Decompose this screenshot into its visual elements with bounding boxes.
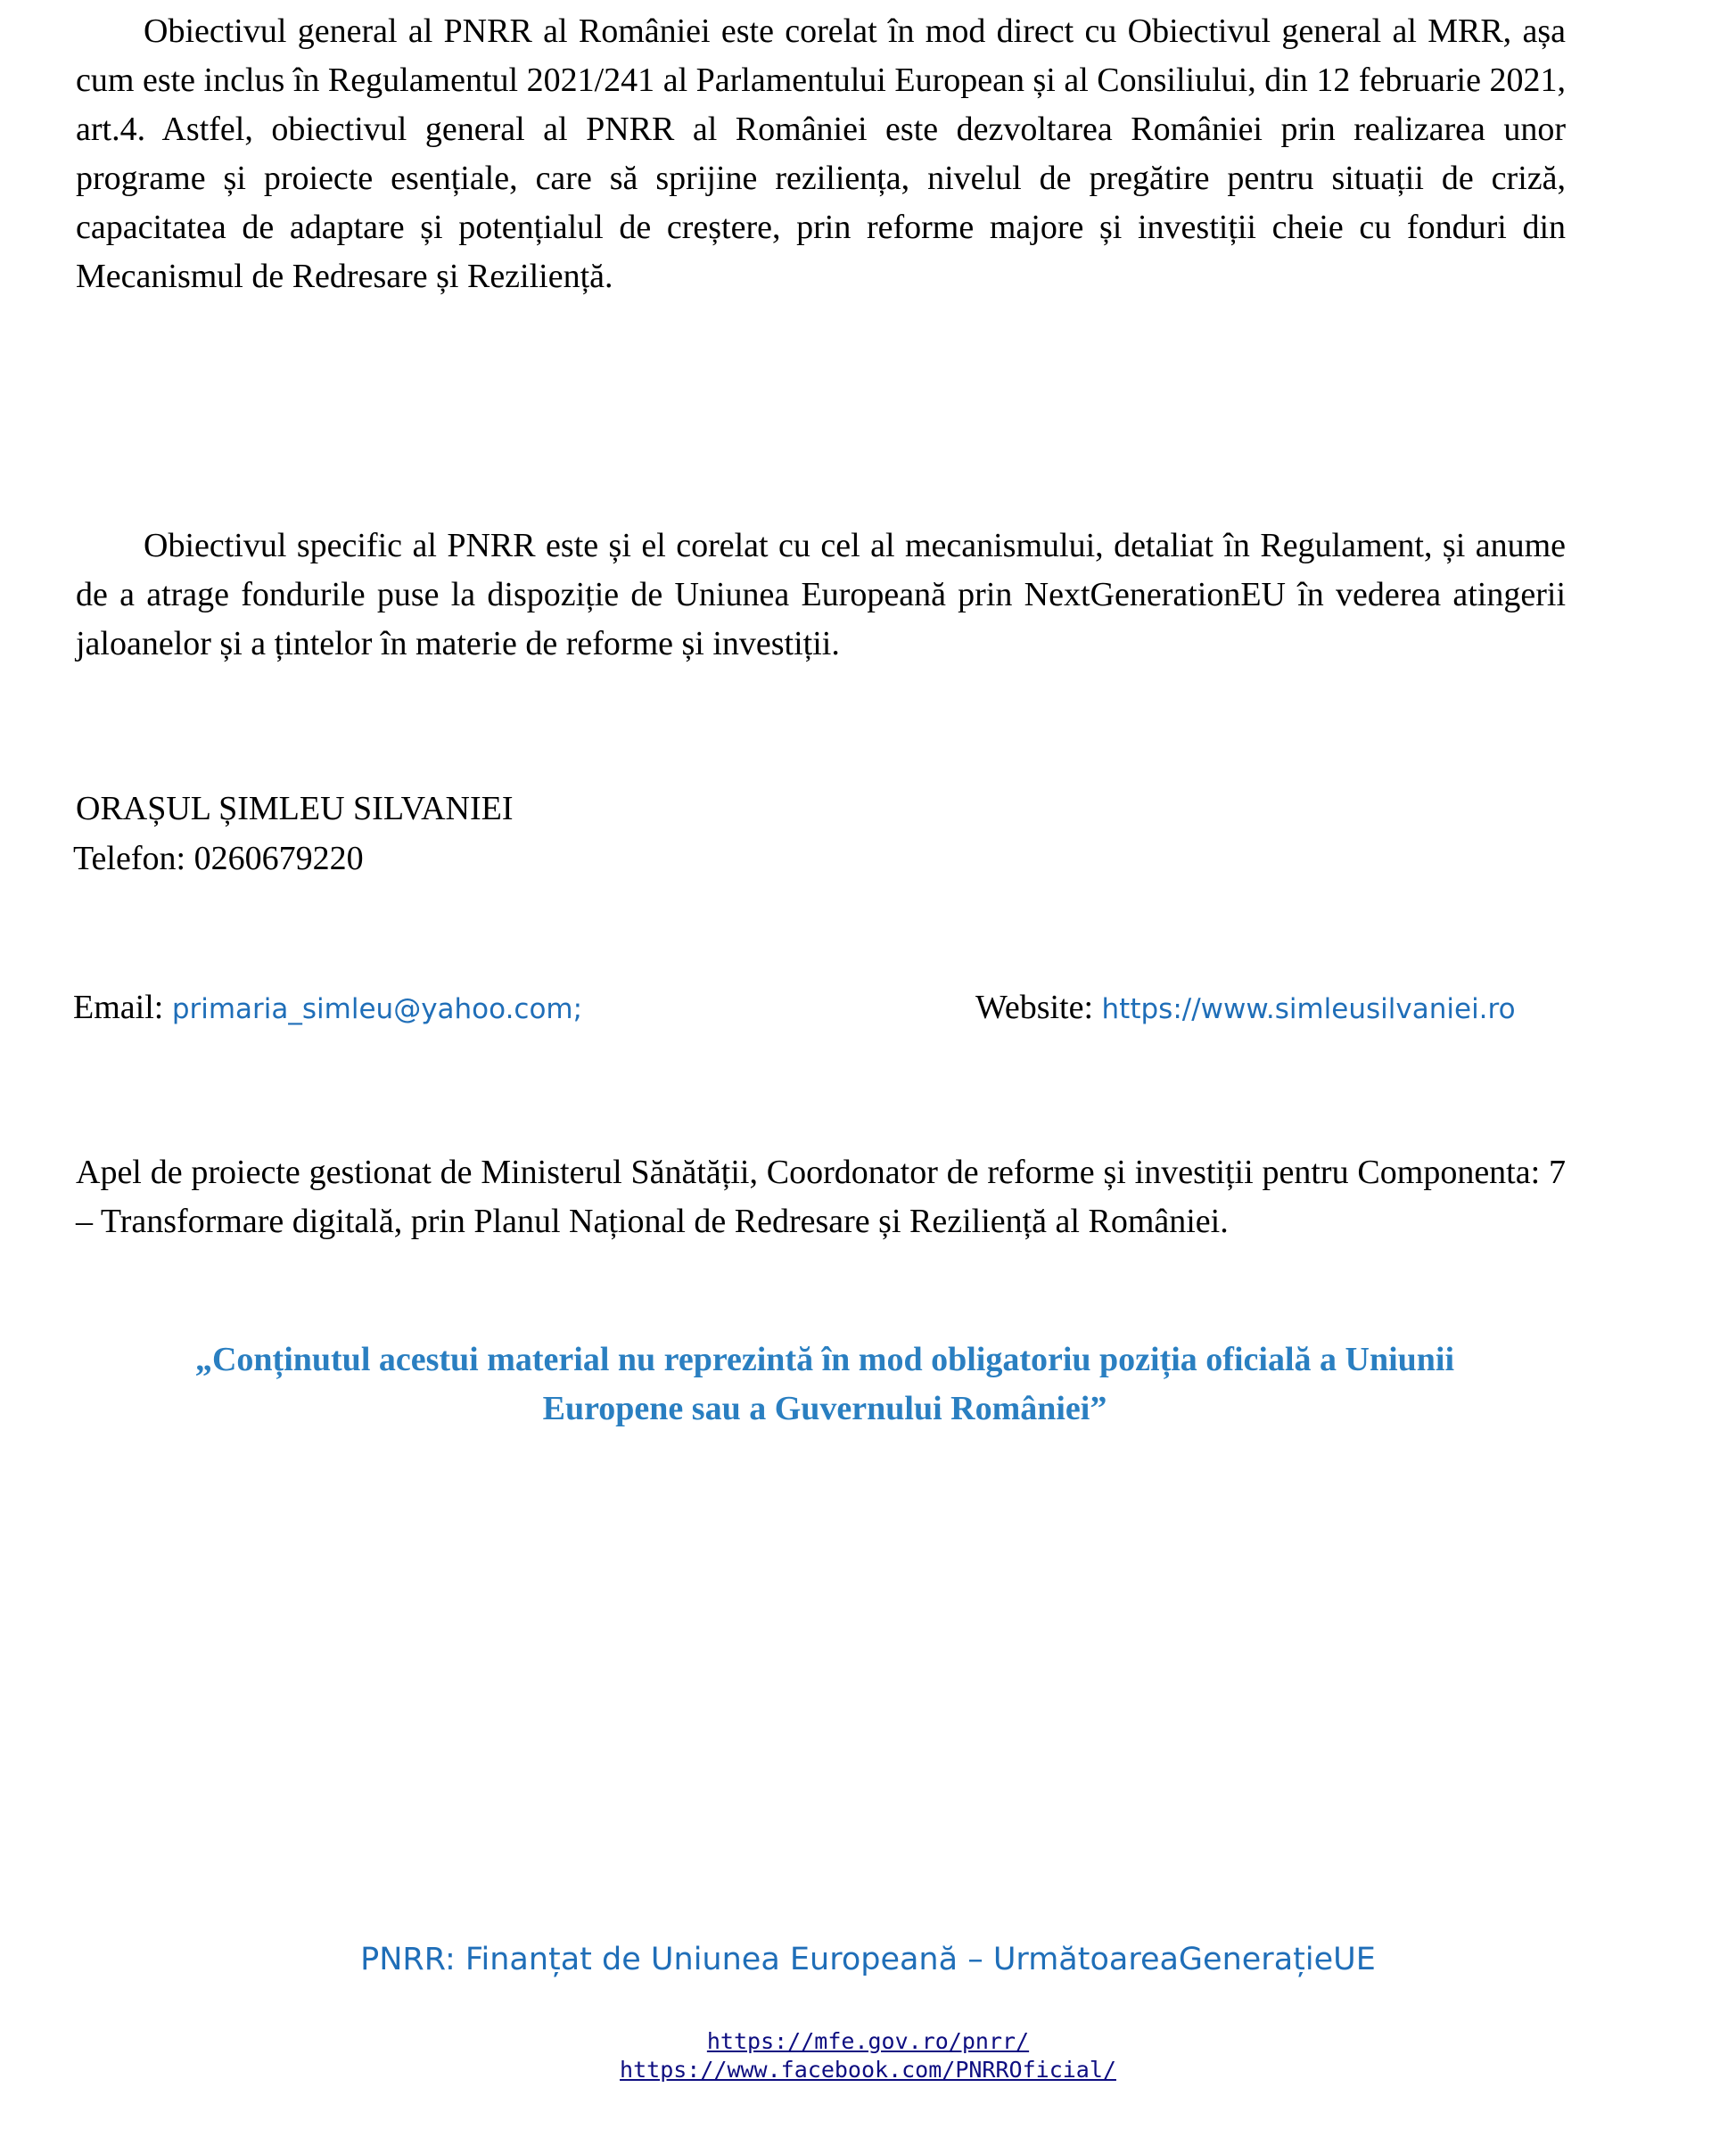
disclaimer-line-2: Europene sau a Guvernului României”: [542, 1390, 1107, 1427]
general-objective-paragraph: Obiectivul general al PNRR al României este corelat în mod direct cu Obiectivul general al MRR, așa cum este inclus în Regulamentul 2021/241 al Parlamentului European și al Consiliului, din 12 februarie 2021, art.4. Astfel, obiectivul general al PNRR al României este dezvoltarea României prin realizarea unor programe și proiecte esențiale, care să sprijine reziliența, nivelul de pregătire pentru situații de criză, capacitatea de adaptare și potențialul de creștere, prin reforme majore și investiții cheie cu fonduri din Mecanismul de Redresare și Reziliență.: [76, 12, 1566, 295]
footer-funding-title: PNRR: Finanțat de Uniunea Europeană – UrmătoareaGenerațieUE: [360, 1942, 1376, 1977]
disclaimer-line-1: „Conținutul acestui material nu reprezintă în mod obligatoriu poziția oficială a Uniunii: [194, 1341, 1455, 1378]
footer-link-mfe[interactable]: https://mfe.gov.ro/pnrr/: [706, 2028, 1030, 2054]
specific-objective-paragraph: Obiectivul specific al PNRR este și el corelat cu cel al mecanismului, detaliat în Regulament, și anume de a atrage fondurile puse la dispoziție de Uniunea Europeană prin NextGenerationEU în vederea atingerii jaloanelor și a țintelor în materie de reforme și investiții.: [76, 527, 1566, 662]
email-label: Email:: [73, 989, 172, 1026]
phone-label: Telefon:: [73, 840, 194, 877]
call-for-projects-paragraph: Apel de proiecte gestionat de Ministerul Sănătății, Coordonator de reforme și investiții pentru Componenta: 7 – Transformare digitală, prin Planul Național de Redresare și Reziliență al României.: [76, 1154, 1566, 1240]
email-link[interactable]: primaria_simleu@yahoo.com;: [171, 993, 583, 1025]
footer-link-facebook[interactable]: https://www.facebook.com/PNRROficial/: [620, 2057, 1116, 2083]
email-line: [73, 983, 582, 1034]
website-line: [975, 983, 1516, 1034]
disclaimer: [76, 1335, 1574, 1434]
website-link[interactable]: https://www.simleusilvaniei.ro: [1101, 993, 1516, 1025]
organization-name: ORAȘUL ȘIMLEU SILVANIEI: [76, 790, 514, 827]
phone-value: 0260679220: [193, 840, 364, 877]
phone-line: [73, 834, 364, 883]
website-label: Website:: [975, 989, 1102, 1026]
